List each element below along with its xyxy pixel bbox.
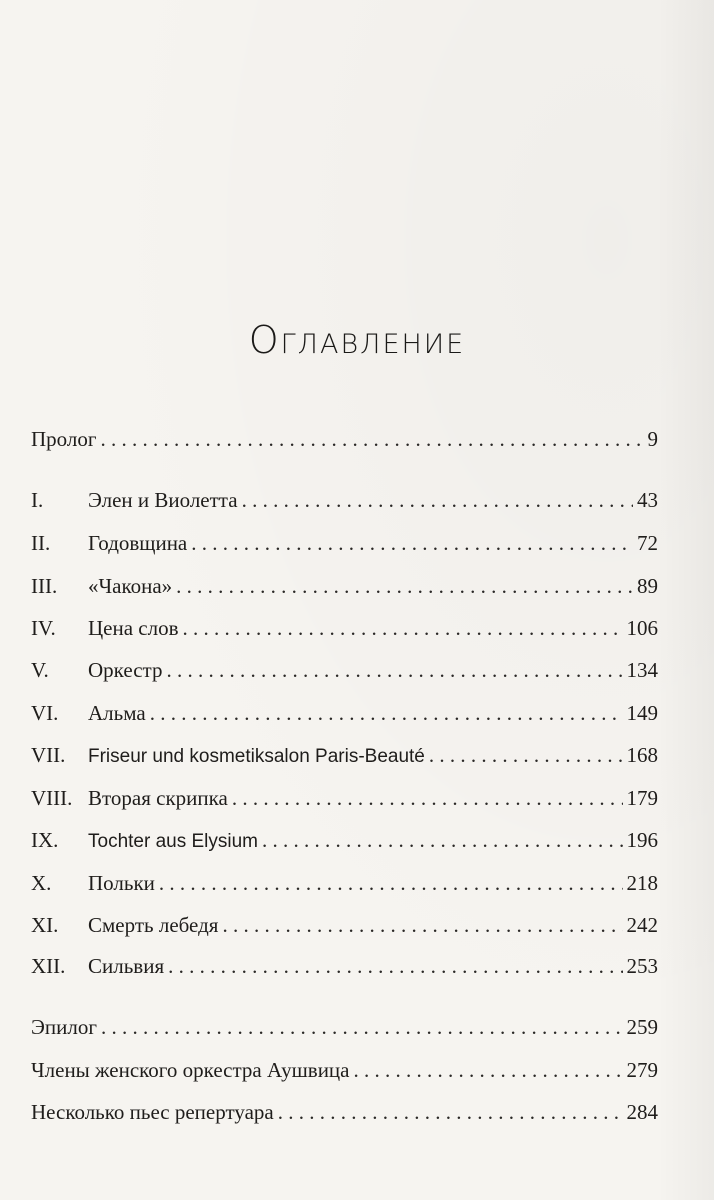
- chapter-number: XI.: [31, 913, 59, 937]
- toc-entry-chapter[interactable]: [31, 783, 658, 813]
- toc-entry-page: 106: [626, 616, 658, 640]
- chapter-number: IX.: [31, 828, 59, 852]
- leader-dots: [101, 1012, 623, 1042]
- toc-entry-label: Несколько пьес репертуара: [31, 1100, 274, 1124]
- leader-dots: [242, 485, 633, 515]
- toc-entry-page: 284: [626, 1100, 658, 1124]
- toc-entry-chapter[interactable]: [31, 740, 658, 770]
- chapter-number: IV.: [31, 616, 56, 640]
- toc-entry-page: 179: [626, 786, 658, 810]
- toc-entry-page: 72: [637, 531, 658, 555]
- leader-dots: [222, 910, 622, 940]
- toc-entry-label: Альма: [88, 701, 146, 725]
- leader-dots: [354, 1055, 623, 1085]
- toc-entry-chapter[interactable]: [31, 613, 658, 643]
- toc-entry-chapter[interactable]: [31, 868, 658, 898]
- toc-entry-label: Оркестр: [88, 658, 163, 682]
- toc-entry-label: Годовщина: [88, 531, 188, 555]
- toc-entry-label: «Чакона»: [88, 574, 173, 598]
- leader-dots: [429, 740, 623, 770]
- toc-entry-label: Эпилог: [31, 1015, 97, 1039]
- chapter-number: VIII.: [31, 786, 73, 810]
- toc-entry-page: 89: [637, 574, 658, 598]
- chapter-number: II.: [31, 531, 51, 555]
- toc-entry-chapter[interactable]: [31, 825, 658, 855]
- toc-entry-page: 259: [626, 1015, 658, 1039]
- leader-dots: [278, 1097, 623, 1127]
- leader-dots: [183, 613, 623, 643]
- chapter-number: V.: [31, 658, 49, 682]
- toc-entry-repertoire[interactable]: [31, 1097, 658, 1127]
- leader-dots: [150, 698, 623, 728]
- chapter-number: III.: [31, 574, 58, 598]
- toc-entry-chapter[interactable]: [31, 655, 658, 685]
- toc-entry-page: 9: [647, 427, 658, 451]
- toc-entry-chapter[interactable]: [31, 485, 658, 515]
- toc-entry-chapter[interactable]: [31, 951, 658, 981]
- leader-dots: [159, 868, 623, 898]
- chapter-number: X.: [31, 871, 52, 895]
- leader-dots: [191, 528, 633, 558]
- toc-entry-page: 134: [626, 658, 658, 682]
- toc-entry-label: Пролог: [31, 427, 97, 451]
- toc-entry-label: Вторая скрипка: [88, 786, 228, 810]
- toc-entry-chapter[interactable]: [31, 528, 658, 558]
- leader-dots: [166, 655, 622, 685]
- toc-entry-prologue[interactable]: [31, 424, 658, 454]
- chapter-number: VI.: [31, 701, 59, 725]
- toc-entry-chapter[interactable]: [31, 571, 658, 601]
- toc-entry-page: 168: [626, 743, 658, 767]
- leader-dots: [262, 825, 622, 855]
- toc-entry-page: 196: [626, 828, 658, 852]
- toc-entry-orchestra-members[interactable]: [31, 1055, 658, 1085]
- toc-entry-label: Tochter aus Elysium: [88, 831, 259, 852]
- toc-entry-page: 279: [626, 1058, 658, 1082]
- toc-entry-label: Сильвия: [88, 954, 165, 978]
- toc-entry-label: Цена слов: [88, 616, 179, 640]
- toc-entry-label: Friseur und kosmetiksalon Paris-Beauté: [88, 746, 425, 767]
- leader-dots: [100, 424, 643, 454]
- leader-dots: [232, 783, 623, 813]
- toc-entry-page: 218: [626, 871, 658, 895]
- toc-entry-label: Смерть лебедя: [88, 913, 219, 937]
- toc-entry-label: Польки: [88, 871, 155, 895]
- toc-entry-page: 43: [637, 488, 658, 512]
- toc-entry-page: 253: [626, 954, 658, 978]
- toc-entry-label: Члены женского оркестра Аушвица: [31, 1058, 350, 1082]
- toc-entry-label: Элен и Виолетта: [88, 488, 238, 512]
- leader-dots: [168, 951, 622, 981]
- toc-entry-chapter[interactable]: [31, 698, 658, 728]
- chapter-number: I.: [31, 488, 44, 512]
- toc-entry-page: 242: [626, 913, 658, 937]
- page-title: Оглавление: [248, 318, 466, 362]
- chapter-number: XII.: [31, 954, 66, 978]
- chapter-number: VII.: [31, 743, 66, 767]
- leader-dots: [176, 571, 633, 601]
- toc-entry-chapter[interactable]: [31, 910, 658, 940]
- toc-entry-epilogue[interactable]: [31, 1012, 658, 1042]
- toc-entry-page: 149: [626, 701, 658, 725]
